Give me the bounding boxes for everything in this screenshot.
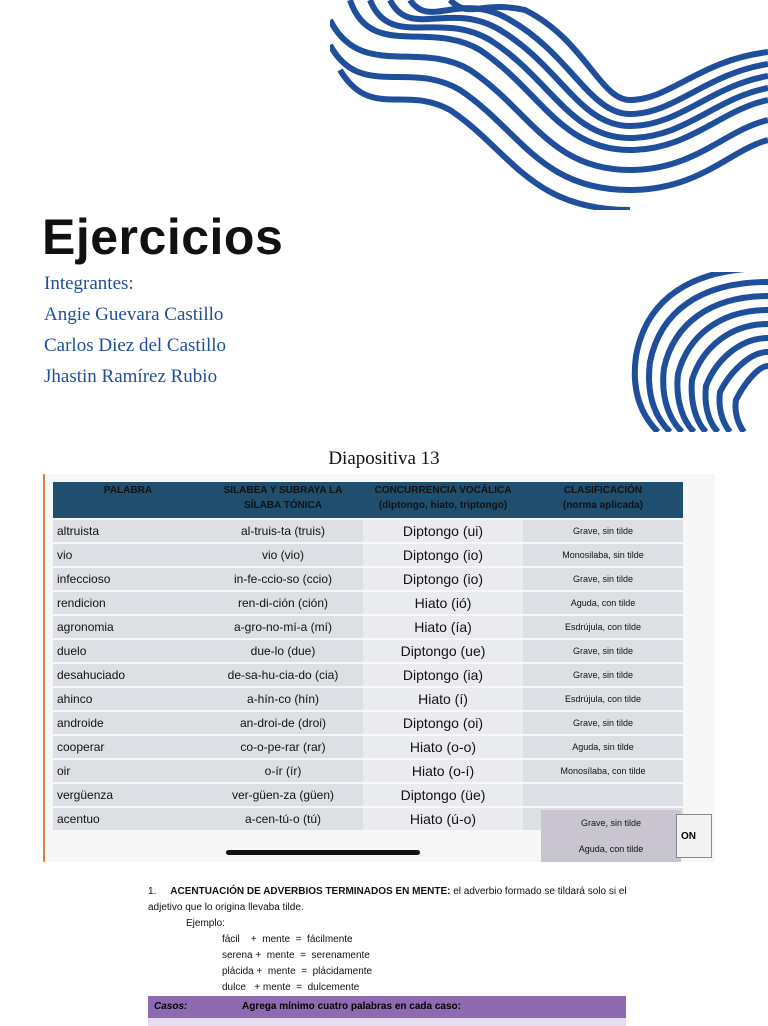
- cell-word: rendicion: [53, 592, 203, 614]
- member-name: Angie Guevara Castillo: [44, 304, 224, 325]
- cell-word: oir: [53, 760, 203, 782]
- table-row: [53, 544, 683, 566]
- example-label: Ejemplo:: [186, 918, 225, 929]
- cell-syllables: al-truis-ta (truis): [203, 520, 363, 542]
- cell-concurrence: Hiato (o-o): [363, 736, 523, 758]
- cell-concurrence: Diptongo (ia): [363, 664, 523, 686]
- cell-classification: Grave, sin tilde: [523, 664, 683, 686]
- cell-syllables: in-fe-ccio-so (ccio): [203, 568, 363, 590]
- cell-classification: Aguda, con tilde: [523, 592, 683, 614]
- cell-concurrence: Hiato (ió): [363, 592, 523, 614]
- overlay-panel: [541, 810, 681, 862]
- example-line: plácida + mente = plácidamente: [222, 966, 373, 977]
- cell-syllables: de-sa-hu-cia-do (cia): [203, 664, 363, 686]
- cell-concurrence: Diptongo (oi): [363, 712, 523, 734]
- cell-classification: Monosilaba, sin tilde: [523, 544, 683, 566]
- table-row: [53, 568, 683, 590]
- cell-concurrence: Diptongo (io): [363, 544, 523, 566]
- cell-syllables: due-lo (due): [203, 640, 363, 662]
- example-line: fácil + mente = fácilmente: [222, 934, 353, 945]
- example-line: serena + mente = serenamente: [222, 950, 370, 961]
- table-screenshot: [43, 474, 715, 862]
- cell-word: altruista: [53, 520, 203, 542]
- wave-pattern-mid-right: [600, 272, 768, 432]
- header-classification: CLASIFICACIÓN (norma aplicada): [523, 482, 683, 518]
- cell-syllables: a-cen-tú-o (tú): [203, 808, 363, 830]
- cell-concurrence: Diptongo (üe): [363, 784, 523, 806]
- cell-word: cooperar: [53, 736, 203, 758]
- table-row: [53, 688, 683, 710]
- slide-label: Diapositiva 13: [328, 448, 440, 469]
- cell-classification: Grave, sin tilde: [523, 712, 683, 734]
- header-word: PALABRA: [53, 482, 203, 518]
- example-line: dulce + mente = dulcemente: [222, 982, 360, 993]
- table-row: [53, 592, 683, 614]
- cell-classification: Monosílaba, con tilde: [523, 760, 683, 782]
- members-label: Integrantes:: [44, 273, 134, 294]
- header-vowel-concurrence: CONCURRENCIA VOCÁLICA (diptongo, hiato, triptongo): [363, 482, 523, 518]
- wave-pattern-top-right: [330, 0, 768, 210]
- rule-number: 1.: [148, 886, 157, 897]
- member-name: Carlos Diez del Castillo: [44, 335, 227, 356]
- lower-document-section: [0, 872, 768, 1024]
- cell-classification: Esdrújula, con tilde: [523, 688, 683, 710]
- cell-word: ahinco: [53, 688, 203, 710]
- rule-title: ACENTUACIÓN DE ADVERBIOS TERMINADOS EN MENTE:: [170, 886, 451, 897]
- header-syllables: SILABEA Y SUBRAYA LA SÍLABA TÓNICA: [203, 482, 363, 518]
- cell-concurrence: Hiato (ú-o): [363, 808, 523, 830]
- cell-word: vergüenza: [53, 784, 203, 806]
- cell-classification: [523, 784, 683, 806]
- rule-paragraph: [148, 884, 638, 916]
- table-row: [53, 664, 683, 686]
- overlay-item: Aguda, con tilde: [578, 844, 644, 854]
- cell-word: agronomia: [53, 616, 203, 638]
- cell-word: desahuciado: [53, 664, 203, 686]
- cell-concurrence: Hiato (í): [363, 688, 523, 710]
- rule-text: el adverbio formado se tildará solo si el adjetivo que lo origina llevaba tilde.: [148, 886, 627, 913]
- partial-button[interactable]: ON: [676, 814, 712, 858]
- cell-concurrence: Diptongo (ui): [363, 520, 523, 542]
- cell-syllables: co-o-pe-rar (rar): [203, 736, 363, 758]
- cell-concurrence: Diptongo (ue): [363, 640, 523, 662]
- member-name: Jhastin Ramírez Rubio: [44, 366, 218, 387]
- cell-syllables: a-gro-no-mí-a (mí): [203, 616, 363, 638]
- page-title: Ejercicios: [42, 209, 284, 265]
- cell-syllables: ren-di-ción (ción): [203, 592, 363, 614]
- cell-concurrence: Diptongo (io): [363, 568, 523, 590]
- cell-concurrence: Hiato (o-í): [363, 760, 523, 782]
- table-row: [53, 616, 683, 638]
- cell-syllables: vio (vio): [203, 544, 363, 566]
- cases-header: [148, 996, 626, 1018]
- table-row: [53, 784, 683, 806]
- cell-syllables: ver-güen-za (güen): [203, 784, 363, 806]
- cell-classification: Grave, sin tilde: [523, 568, 683, 590]
- cell-word: androide: [53, 712, 203, 734]
- scrollbar-indicator[interactable]: [226, 850, 420, 855]
- cell-syllables: o-ír (ír): [203, 760, 363, 782]
- table-row: [53, 640, 683, 662]
- cases-col2: Agrega mínimo cuatro palabras en cada caso:: [242, 1001, 461, 1012]
- cell-classification: Esdrújula, con tilde: [523, 616, 683, 638]
- cases-row: [148, 1018, 626, 1026]
- table-row: [53, 520, 683, 542]
- cell-word: duelo: [53, 640, 203, 662]
- cell-concurrence: Hiato (ía): [363, 616, 523, 638]
- cell-syllables: an-droi-de (droi): [203, 712, 363, 734]
- word-analysis-table: [53, 480, 683, 832]
- cell-word: infeccioso: [53, 568, 203, 590]
- cell-word: acentuo: [53, 808, 203, 830]
- table-row: [53, 736, 683, 758]
- table-row: [53, 760, 683, 782]
- table-row: [53, 712, 683, 734]
- cell-syllables: a-hín-co (hín): [203, 688, 363, 710]
- members-block: [44, 268, 226, 392]
- cell-word: vio: [53, 544, 203, 566]
- cell-classification: Grave, sin tilde: [523, 640, 683, 662]
- table-header-row: [53, 482, 683, 518]
- overlay-item: Grave, sin tilde: [580, 818, 642, 828]
- cell-classification: Grave, sin tilde: [523, 520, 683, 542]
- cell-classification: Aguda, sin tilde: [523, 736, 683, 758]
- cases-col1: Casos:: [154, 1001, 188, 1012]
